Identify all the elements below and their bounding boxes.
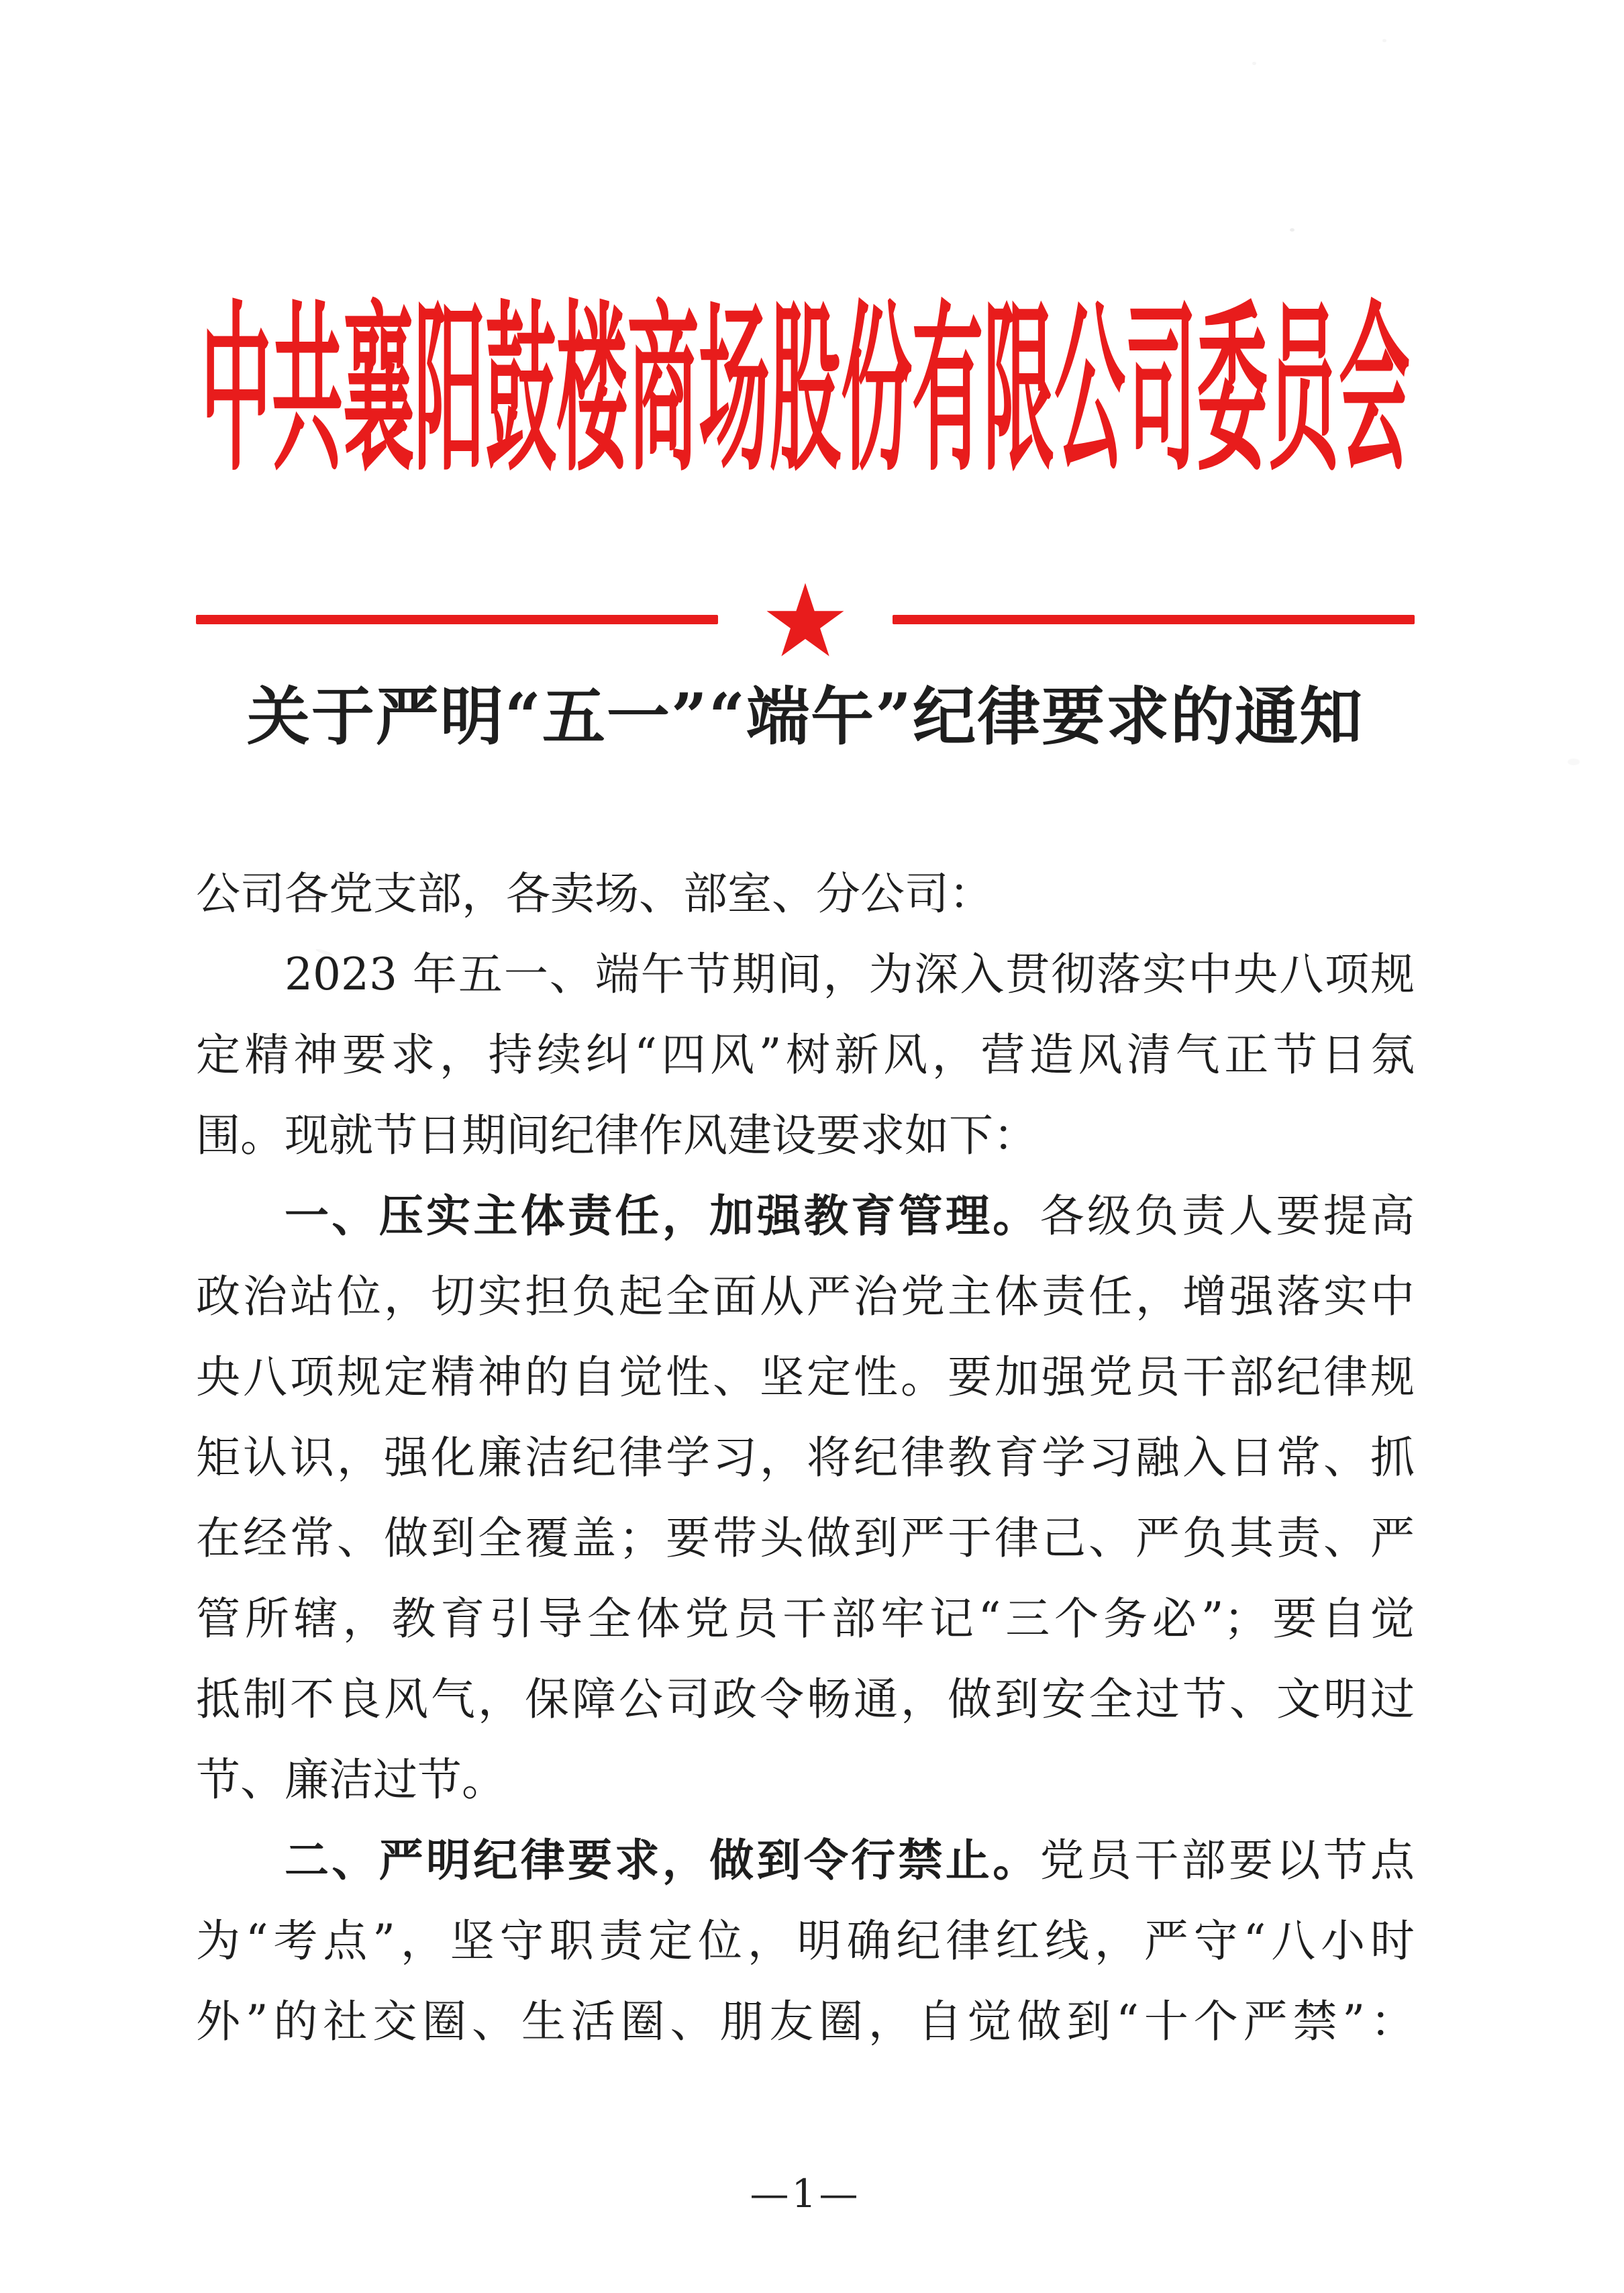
line-text: 外”的社交圈、生活圈、朋友圈，自觉做到“十个严禁”：	[196, 1996, 1415, 2047]
scan-speck	[1568, 759, 1580, 765]
body-line	[196, 1740, 1415, 1820]
line-text: 矩认识，强化廉洁纪律学习，将纪律教育学习融入日常、抓	[196, 1432, 1415, 1483]
body-line	[196, 934, 1415, 1015]
red-star-icon: ★	[760, 563, 851, 680]
divider-rule-left	[196, 615, 718, 624]
body-line	[196, 1579, 1415, 1659]
line-text: 抵制不良风气，保障公司政令畅通，做到安全过节、文明过	[196, 1673, 1415, 1725]
body-line	[196, 1257, 1415, 1337]
body-line-section-1	[196, 1176, 1415, 1257]
body-line	[196, 1982, 1415, 2062]
document-title: 关于严明“五一”“端午”纪律要求的通知	[246, 680, 1364, 754]
document-body	[196, 854, 1415, 2062]
page-number: —1—	[750, 2171, 861, 2216]
scan-speck	[1290, 228, 1295, 232]
line-text: 各级负责人要提高	[1039, 1190, 1415, 1242]
body-line	[196, 1418, 1415, 1498]
line-text: 定精神要求，持续纠“四风”树新风，营造风清气正节日氛	[196, 1029, 1415, 1081]
section-2-heading: 二、严明纪律要求，做到令行禁止。	[285, 1835, 1040, 1886]
line-text: 央八项规定精神的自觉性、坚定性。要加强党员干部纪律规	[196, 1351, 1415, 1403]
body-line	[196, 1498, 1415, 1579]
line-text: 政治站位，切实担负起全面从严治党主体责任，增强落实中	[196, 1271, 1415, 1322]
letterhead-org-name: 中共襄阳鼓楼商场股份有限公司委员会	[201, 281, 1410, 496]
body-line-section-2	[196, 1820, 1415, 1901]
divider-rule-right	[893, 615, 1415, 624]
body-line	[196, 1659, 1415, 1740]
scan-speck	[1382, 39, 1386, 42]
line-text: 公司各党支部，各卖场、部室、分公司：	[196, 868, 993, 920]
line-text: 管所辖，教育引导全体党员干部牢记“三个务必”；要自觉	[196, 1593, 1415, 1645]
body-line-salutation	[196, 854, 1415, 934]
line-text: 围。现就节日期间纪律作风建设要求如下：	[196, 1110, 1037, 1161]
line-text: 为“考点”，坚守职责定位，明确纪律红线，严守“八小时	[196, 1915, 1415, 1967]
line-text: 在经常、做到全覆盖；要带头做到严于律己、严负其责、严	[196, 1512, 1415, 1564]
letterhead-divider	[196, 563, 1415, 680]
body-line	[196, 1015, 1415, 1095]
scan-speck	[1252, 62, 1256, 65]
body-line	[196, 1337, 1415, 1418]
section-1-heading: 一、压实主体责任，加强教育管理。	[285, 1190, 1040, 1242]
line-text: 党员干部要以节点	[1039, 1835, 1415, 1886]
line-text: 节、廉洁过节。	[196, 1754, 506, 1806]
body-line	[196, 1095, 1415, 1176]
body-line	[196, 1901, 1415, 1982]
line-text: 2023 年五一、端午节期间，为深入贯彻落实中央八项规	[285, 948, 1415, 1000]
